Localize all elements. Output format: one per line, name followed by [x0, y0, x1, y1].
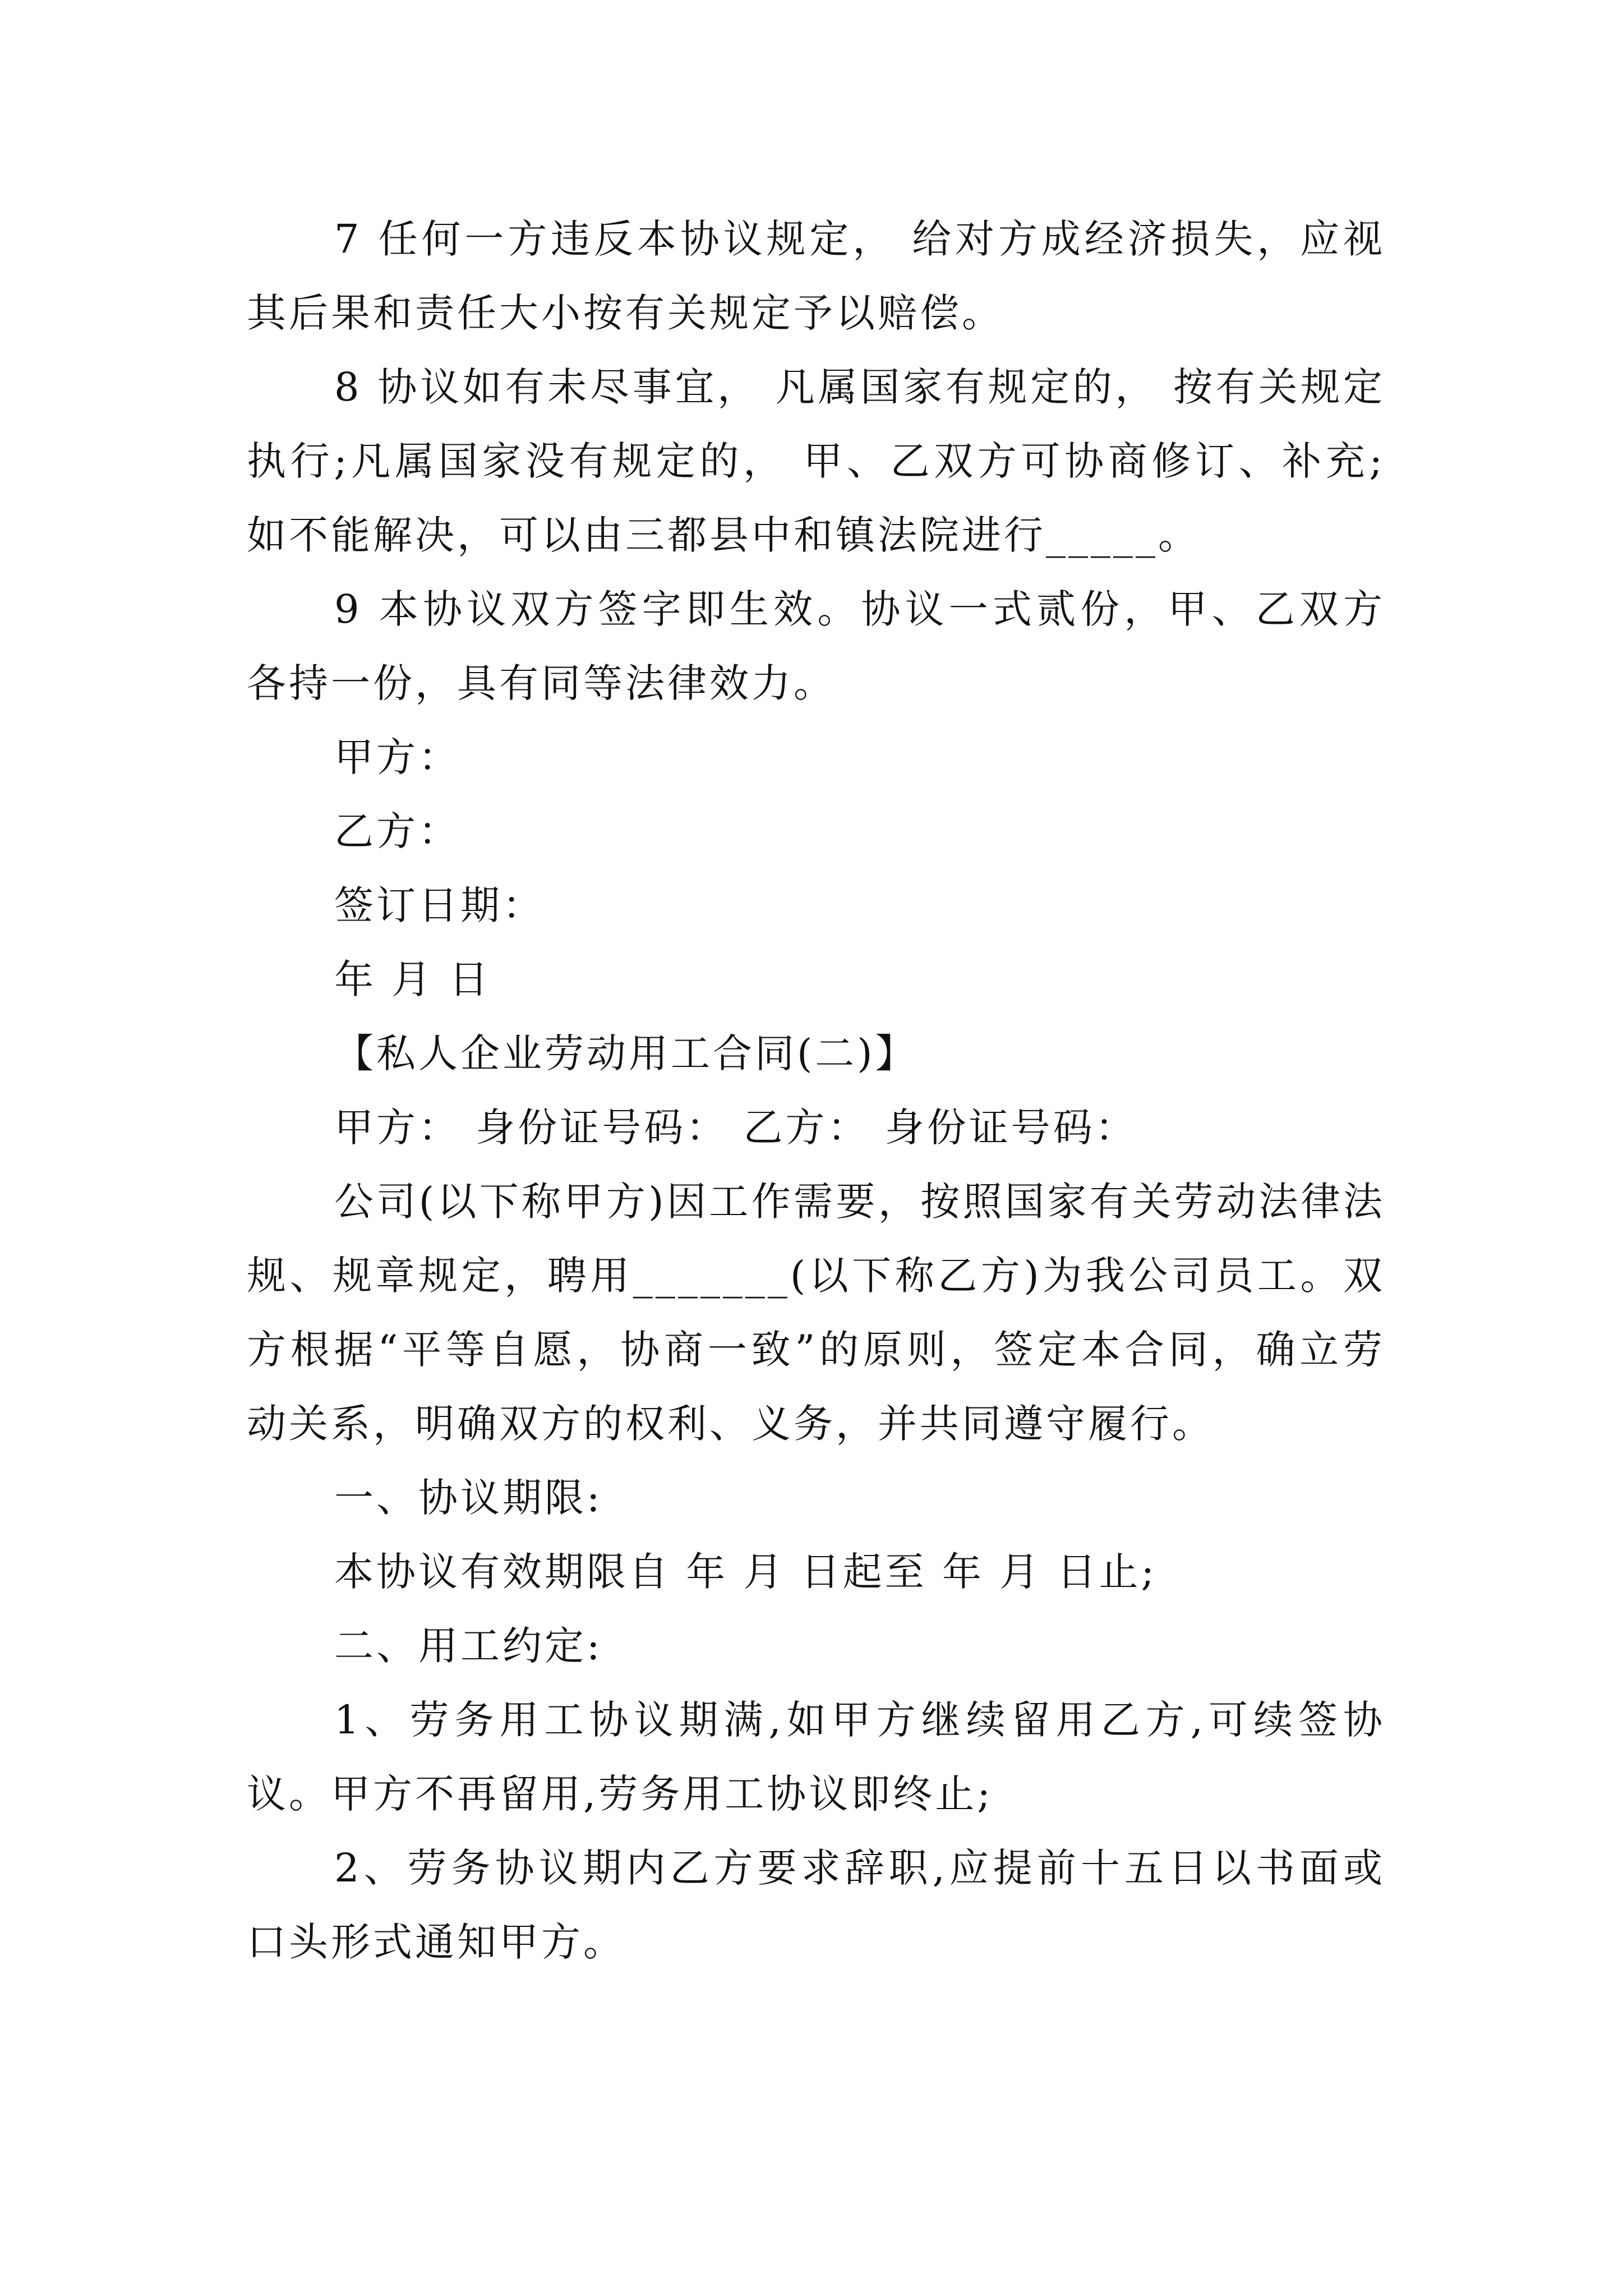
employment-term-1: 1、劳务用工协议期满,如甲方继续留用乙方,可续签协议。甲方不再留用,劳务用工协议即终止;: [247, 1697, 1385, 1817]
heading-employment-terms: 二、用工约定:: [334, 1623, 603, 1669]
clause-9: 9 本协议双方签字即生效。协议一式贰份，甲、乙双方各持一份，具有同等法律效力。: [247, 586, 1385, 706]
agreement-term-text: 本协议有效期限自 年 月 日起至 年 月 日止;: [334, 1549, 1158, 1595]
employment-term-2: 2、劳务协议期内乙方要求辞职,应提前十五日以书面或口头形式通知甲方。: [247, 1845, 1385, 1965]
clause-7: 7 任何一方违反本协议规定， 给对方成经济损失，应视其后果和责任大小按有关规定予以赔偿。: [247, 216, 1385, 336]
section-title: 【私人企业劳动用工合同(二)】: [334, 1030, 917, 1076]
party-a-signature-line: 甲方：: [334, 734, 460, 780]
document-body: [247, 202, 1385, 1979]
parties-id-line: 甲方： 身份证号码： 乙方： 身份证号码：: [334, 1105, 1137, 1151]
clause-8: 8 协议如有未尽事宜， 凡属国家有规定的， 按有关规定执行;凡属国家没有规定的， 甲、乙双方可协商修订、补充;如不能解决，可以由三都县中和镇法院进行_____。: [247, 364, 1385, 558]
signing-date-value: 年 月 日: [334, 956, 491, 1002]
signing-date-label: 签订日期：: [334, 882, 545, 928]
party-b-signature-line: 乙方：: [334, 808, 460, 854]
contract-preamble: 公司(以下称甲方)因工作需要，按照国家有关劳动法律法规、规章规定，聘用_______(以下称乙方)为我公司员工。双方根据“平等自愿，协商一致”的原则，签定本合同，确立劳动关系，明确双方的权利、义务，并共同遵守履行。: [247, 1179, 1385, 1447]
heading-agreement-term: 一、协议期限:: [334, 1475, 603, 1521]
